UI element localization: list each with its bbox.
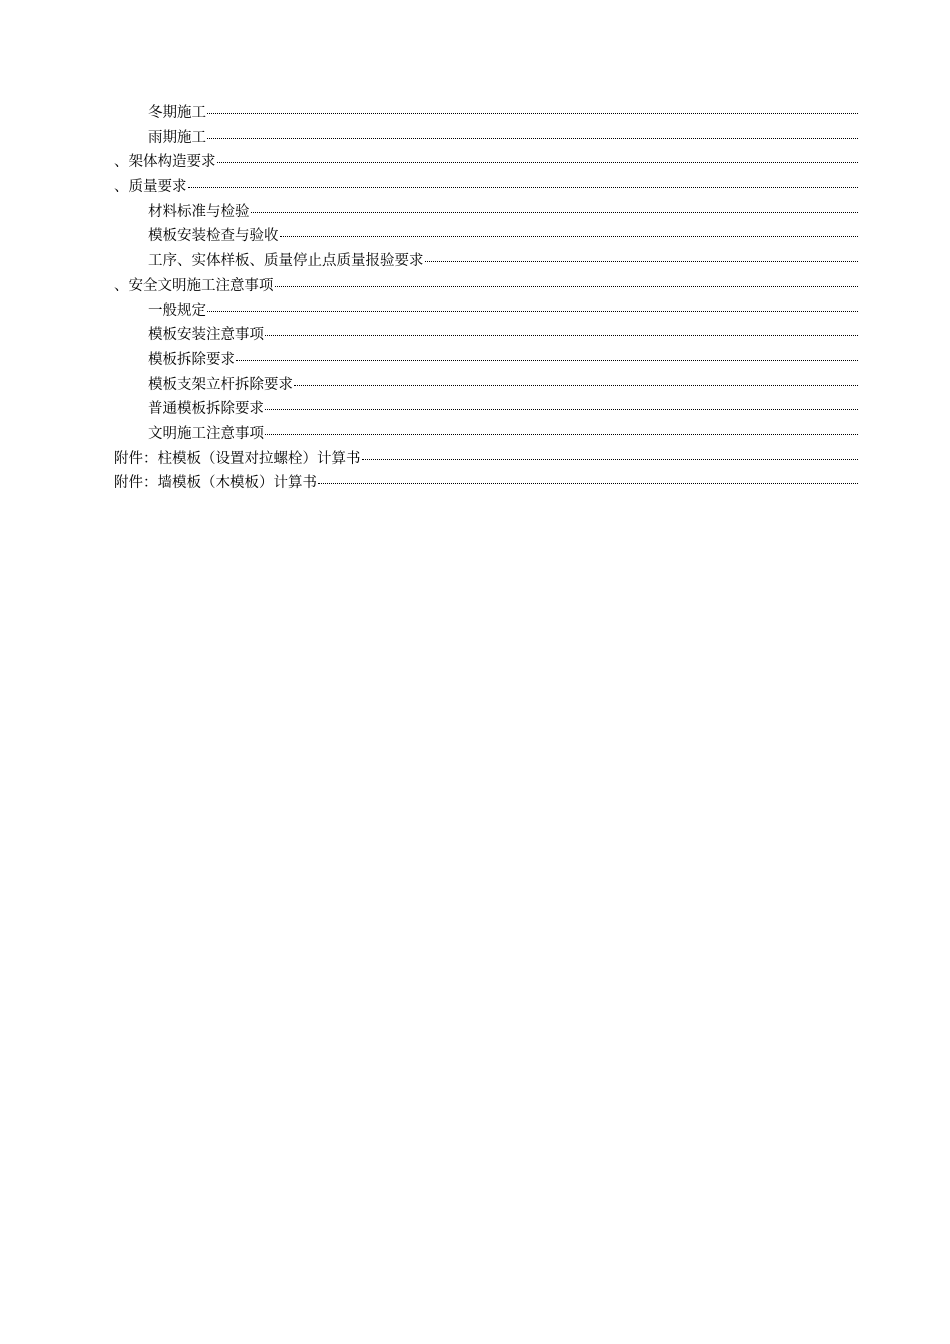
dot-leader — [425, 260, 859, 262]
toc-entry-label: 雨期施工 — [148, 129, 206, 146]
dot-leader — [265, 433, 858, 435]
toc-entry-process-quality-reporting[interactable] — [114, 249, 858, 274]
dot-leader — [318, 482, 858, 484]
toc-entry-formwork-inspection[interactable] — [114, 224, 858, 249]
dot-leader — [207, 137, 858, 139]
toc-entry-quality-requirements[interactable] — [114, 175, 858, 200]
toc-entry-label: 一般规定 — [148, 302, 206, 319]
dot-leader — [251, 211, 859, 213]
toc-entry-appendix-wall-formwork[interactable] — [114, 471, 858, 496]
toc-entry-rainy-season-construction[interactable] — [114, 126, 858, 151]
dot-leader — [265, 408, 858, 410]
toc-entry-label: 模板安装检查与验收 — [148, 228, 279, 245]
toc-entry-label: 模板拆除要求 — [148, 351, 235, 368]
dot-leader — [362, 458, 859, 460]
toc-entry-general-provisions[interactable] — [114, 299, 858, 324]
toc-entry-winter-construction[interactable] — [114, 101, 858, 126]
dot-leader — [265, 334, 858, 336]
toc-entry-label: 模板支架立杆拆除要求 — [148, 376, 293, 393]
toc-entry-label: 模板安装注意事项 — [148, 327, 264, 344]
toc-entry-label: 、安全文明施工注意事项 — [114, 277, 274, 294]
toc-entry-label: 、架体构造要求 — [114, 154, 216, 171]
dot-leader — [275, 285, 859, 287]
toc-entry-label: 、质量要求 — [114, 179, 187, 196]
toc-entry-label: 冬期施工 — [148, 105, 206, 121]
toc-entry-material-standards[interactable] — [114, 200, 858, 225]
toc-entry-support-pole-removal[interactable] — [114, 373, 858, 398]
toc-entry-safety-precautions[interactable] — [114, 274, 858, 299]
dot-leader — [280, 235, 859, 237]
toc-entry-label: 附件：墙模板（木模板）计算书 — [114, 475, 317, 492]
dot-leader — [188, 186, 859, 188]
toc-entry-formwork-installation-notes[interactable] — [114, 323, 858, 348]
dot-leader — [294, 384, 858, 386]
toc-entry-label: 材料标准与检验 — [148, 203, 250, 220]
toc-entry-regular-formwork-removal[interactable] — [114, 397, 858, 422]
table-of-contents — [114, 101, 858, 496]
toc-entry-formwork-removal[interactable] — [114, 348, 858, 373]
toc-entry-label: 文明施工注意事项 — [148, 425, 264, 442]
toc-entry-frame-structure-requirements[interactable] — [114, 150, 858, 175]
dot-leader — [207, 112, 858, 114]
dot-leader — [217, 161, 859, 163]
toc-entry-label: 附件：柱模板（设置对拉螺栓）计算书 — [114, 450, 361, 467]
toc-entry-label: 普通模板拆除要求 — [148, 401, 264, 418]
toc-entry-label: 工序、实体样板、质量停止点质量报验要求 — [148, 253, 424, 270]
dot-leader — [207, 310, 858, 312]
toc-entry-civilized-construction[interactable] — [114, 422, 858, 447]
toc-entry-appendix-column-formwork[interactable] — [114, 447, 858, 472]
dot-leader — [236, 359, 858, 361]
